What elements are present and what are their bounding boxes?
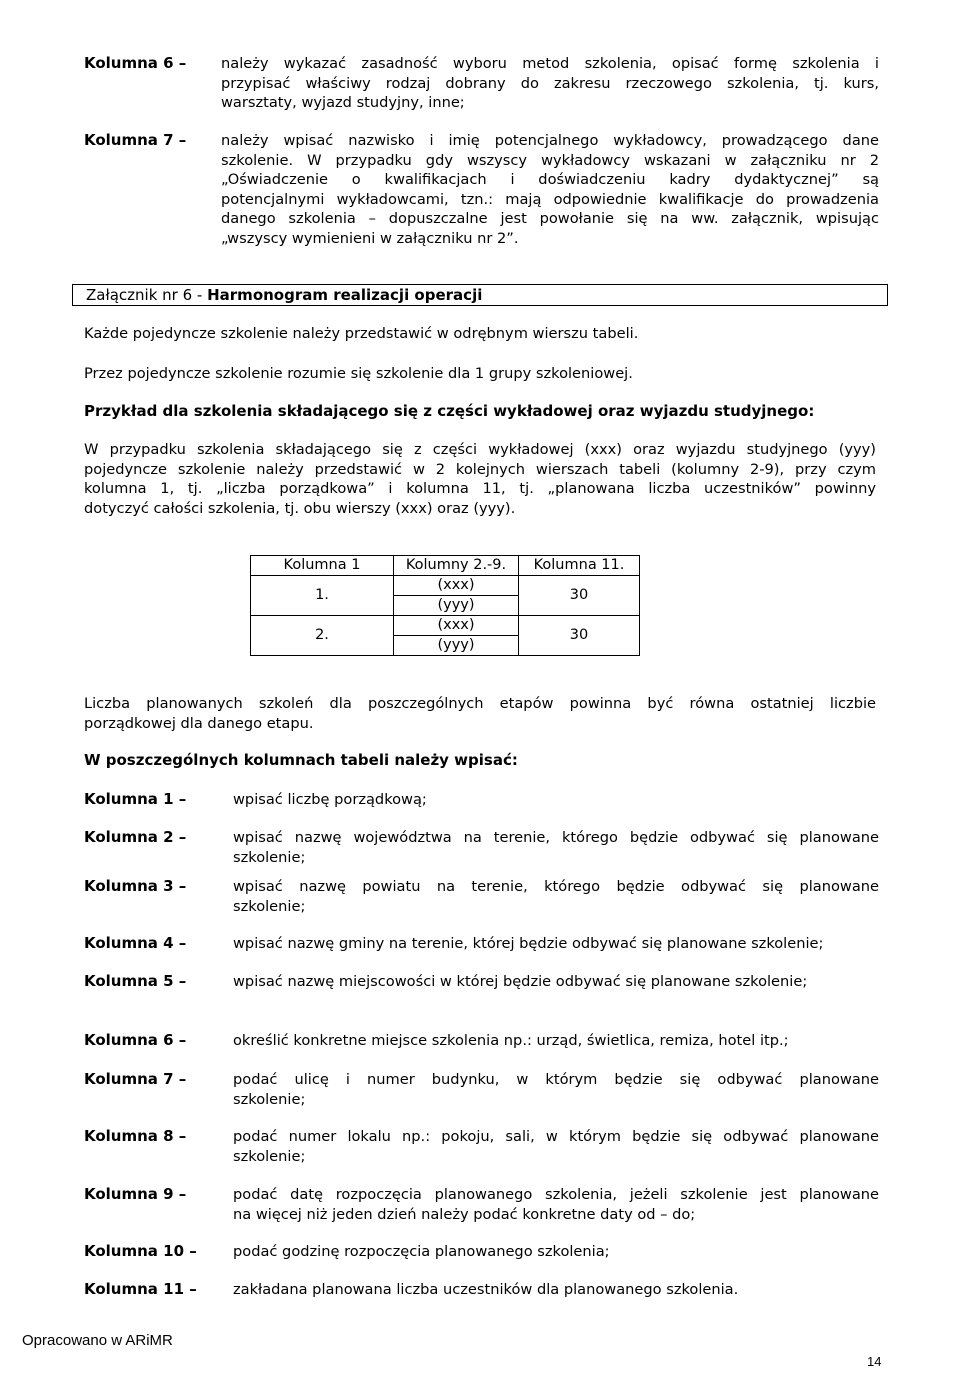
table-row <box>251 616 640 636</box>
table-cell-part: (yyy) <box>394 596 519 616</box>
footer-credit: Opracowano w ARiMR <box>22 1332 173 1349</box>
column-desc-2: wpisać nazwę województwa na terenie, którego będzie odbywać się planowane szkolenie; <box>233 829 879 866</box>
column-desc-8: podać numer lokalu np.: pokoju, sali, w którym będzie się odbywać planowane szkolenie; <box>233 1128 879 1165</box>
table-cell-num: 1. <box>251 576 394 616</box>
column-label-1: Kolumna 1 – <box>84 790 187 808</box>
page-number: 14 <box>867 1354 882 1369</box>
top-desc-kolumna-6: należy wykazać zasadność wyboru metod szkolenia, opisać formę szkolenia i przypisać właściwy rodzaj dobrany do zakresu rzeczowego szkolenia, tj. kurs, warsztaty, wyjazd studyjny, inne; <box>221 55 879 111</box>
annex-title-box <box>72 284 888 306</box>
column-desc-1: wpisać liczbę porządkową; <box>233 791 427 808</box>
column-label-4: Kolumna 4 – <box>84 934 187 952</box>
column-label-10: Kolumna 10 – <box>84 1242 197 1260</box>
annex-prefix: Załącznik nr 6 - <box>86 286 208 304</box>
column-desc-7: podać ulicę i numer budynku, w którym będzie się odbywać planowane szkolenie; <box>233 1071 879 1108</box>
table-cell-part: (xxx) <box>394 616 519 636</box>
column-label-6: Kolumna 6 – <box>84 1031 187 1049</box>
example-paragraph: W przypadku szkolenia składającego się z części wykładowej (xxx) oraz wyjazdu studyjnego (yyy) pojedyncze szkolenie należy przedstawić w 2 kolejnych wierszach tabeli (kolumny 2-9), przy czym kolumna 1, tj. „liczba porządkowa” i kolumna 11, tj. „planowana liczba uczestników” powinny dotyczyć całości szkolenia, tj. obu wierszy (xxx) oraz (yyy). <box>84 441 876 517</box>
table-header-cell: Kolumny 2.-9. <box>394 556 519 576</box>
top-label-kolumna-6: Kolumna 6 – <box>84 54 187 72</box>
column-desc-3: wpisać nazwę powiatu na terenie, którego będzie odbywać się planowane szkolenie; <box>233 878 879 915</box>
table-header-row <box>251 556 640 576</box>
table-cell-count: 30 <box>519 576 640 616</box>
column-desc-10: podać godzinę rozpoczęcia planowanego szkolenia; <box>233 1243 610 1260</box>
column-desc-6: określić konkretne miejsce szkolenia np.: urząd, świetlica, remiza, hotel itp.; <box>233 1032 789 1049</box>
column-label-11: Kolumna 11 – <box>84 1280 197 1298</box>
table-row <box>251 576 640 596</box>
column-label-5: Kolumna 5 – <box>84 972 187 990</box>
column-label-9: Kolumna 9 – <box>84 1185 187 1203</box>
column-desc-9: podać datę rozpoczęcia planowanego szkolenia, jeżeli szkolenie jest planowane na więcej niż jeden dzień należy podać konkretne daty od – do; <box>233 1186 879 1223</box>
paragraph-each-training: Każde pojedyncze szkolenie należy przedstawić w odrębnym wierszu tabeli. <box>84 325 639 342</box>
column-desc-5: wpisać nazwę miejscowości w której będzie odbywać się planowane szkolenie; <box>233 973 808 990</box>
table-header-cell: Kolumna 1 <box>251 556 394 576</box>
column-desc-11: zakładana planowana liczba uczestników dla planowanego szkolenia. <box>233 1281 739 1298</box>
schedule-example-table <box>250 555 640 656</box>
table-cell-num: 2. <box>251 616 394 656</box>
columns-heading: W poszczególnych kolumnach tabeli należy wpisać: <box>84 751 518 769</box>
table-header-cell: Kolumna 11. <box>519 556 640 576</box>
table-cell-part: (xxx) <box>394 576 519 596</box>
example-heading: Przykład dla szkolenia składającego się z części wykładowej oraz wyjazdu studyjnego: <box>84 402 815 420</box>
column-desc-4: wpisać nazwę gminy na terenie, której będzie odbywać się planowane szkolenie; <box>233 935 824 952</box>
column-label-3: Kolumna 3 – <box>84 877 187 895</box>
table-cell-count: 30 <box>519 616 640 656</box>
table-cell-part: (yyy) <box>394 636 519 656</box>
top-desc-kolumna-7: należy wpisać nazwisko i imię potencjalnego wykładowcy, prowadzącego dane szkolenie. W przypadku gdy wszyscy wykładowcy wskazani w załączniku nr 2 „Oświadczenie o kwalifikacjach i doświadczeniu kadry dydaktycznej” są potencjalnymi wykładowcami, tzn.: mają odpowiednie kwalifikacje do prowadzenia danego szkolenia – dopuszczalne jest powołanie się na ww. załącznik, wpisując „wszyscy wymienieni w załączniku nr 2”. <box>221 132 879 247</box>
column-label-7: Kolumna 7 – <box>84 1070 187 1088</box>
paragraph-single-training: Przez pojedyncze szkolenie rozumie się szkolenie dla 1 grupy szkoleniowej. <box>84 365 633 382</box>
column-label-2: Kolumna 2 – <box>84 828 187 846</box>
top-label-kolumna-7: Kolumna 7 – <box>84 131 187 149</box>
column-label-8: Kolumna 8 – <box>84 1127 187 1145</box>
count-paragraph: Liczba planowanych szkoleń dla poszczególnych etapów powinna być równa ostatniej liczbie porządkowej dla danego etapu. <box>84 695 876 732</box>
annex-title: Harmonogram realizacji operacji <box>207 286 483 304</box>
